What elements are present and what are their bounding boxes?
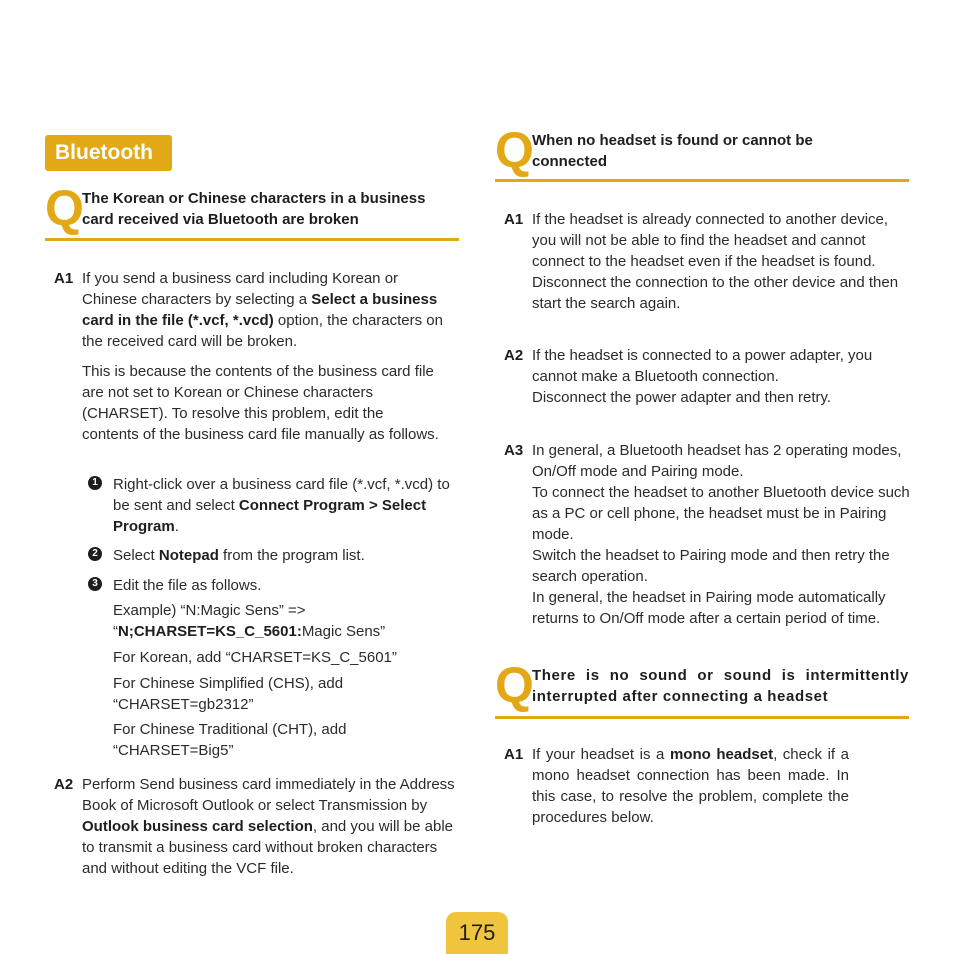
answer-label: A1	[504, 211, 524, 228]
question-text: The Korean or Chinese characters in a business card received via Bluetooth are broken	[82, 190, 426, 228]
question-text: There is no sound or sound is intermittently interrupted after connecting a headset	[532, 667, 909, 705]
question-header	[495, 657, 909, 719]
example-text: For Chinese Simplified (CHS), add “CHARSET=gb2312”	[113, 675, 344, 713]
section-title: Bluetooth	[45, 135, 172, 171]
answer-paragraph: In general, a Bluetooth headset has 2 operating modes, On/Off mode and Pairing mode. To connect the headset to another Bluetooth device such as a PC or cell phone, the headset must be in Pairing mode. Switch the headset to Pairing mode and then retry the search operation. In general, the headset in Pairing mode automatically returns to On/Off mode after a certain period of time.	[532, 442, 910, 627]
example-text: For Korean, add “CHARSET=KS_C_5601”	[113, 649, 397, 666]
q-mark-icon: Q	[495, 122, 534, 178]
step-number-3-icon: 3	[88, 577, 102, 591]
answer-label: A3	[504, 442, 524, 459]
answer-paragraph: Perform Send business card immediately in the Address Book of Microsoft Outlook or select Transmission by Outlook business card selection, and you will be able to transmit a business card without broken characters and without editing the VCF file.	[82, 776, 455, 877]
answer-paragraph: If your headset is a mono headset, check if a mono headset connection has been made. In this case, to resolve the problem, complete the procedures below.	[532, 746, 849, 826]
example-text: For Chinese Traditional (CHT), add “CHARSET=Big5”	[113, 721, 347, 759]
step-text: Edit the file as follows.	[113, 577, 262, 594]
answer-label: A2	[504, 347, 524, 364]
q-mark-icon: Q	[45, 180, 84, 236]
answer-label: A1	[504, 746, 524, 763]
step-number-2-icon: 2	[88, 547, 102, 561]
question-header	[45, 180, 459, 241]
step-text: Select Notepad from the program list.	[113, 547, 365, 564]
answer-paragraph: If you send a business card including Korean or Chinese characters by selecting a Select a business card in the file (*.vcf, *.vcd) option, the characters on the received card will be broken.	[82, 270, 443, 350]
step-number-1-icon: 1	[88, 476, 102, 490]
answer-paragraph: This is because the contents of the business card file are not set to Korean or Chinese characters (CHARSET). To resolve this problem, edit the contents of the business card file manually as follows.	[82, 363, 439, 443]
answer-label: A1	[54, 270, 74, 287]
example-text: Example) “N:Magic Sens” => “N;CHARSET=KS_C_5601:Magic Sens”	[113, 602, 386, 640]
page-number: 175	[446, 912, 508, 954]
answer-label: A2	[54, 776, 74, 793]
answer-paragraph: If the headset is connected to a power adapter, you cannot make a Bluetooth connection. Disconnect the power adapter and then retry.	[532, 347, 873, 406]
q-mark-icon: Q	[495, 657, 534, 713]
question-header	[495, 122, 909, 182]
step-text: Right-click over a business card file (*.vcf, *.vcd) to be sent and select Connect Program > Select Program.	[113, 476, 450, 535]
question-text: When no headset is found or cannot be connected	[532, 132, 813, 170]
answer-paragraph: If the headset is already connected to another device, you will not be able to find the headset and cannot connect to the headset even if the headset is found. Disconnect the connection to the other device and then start the search again.	[532, 211, 899, 312]
